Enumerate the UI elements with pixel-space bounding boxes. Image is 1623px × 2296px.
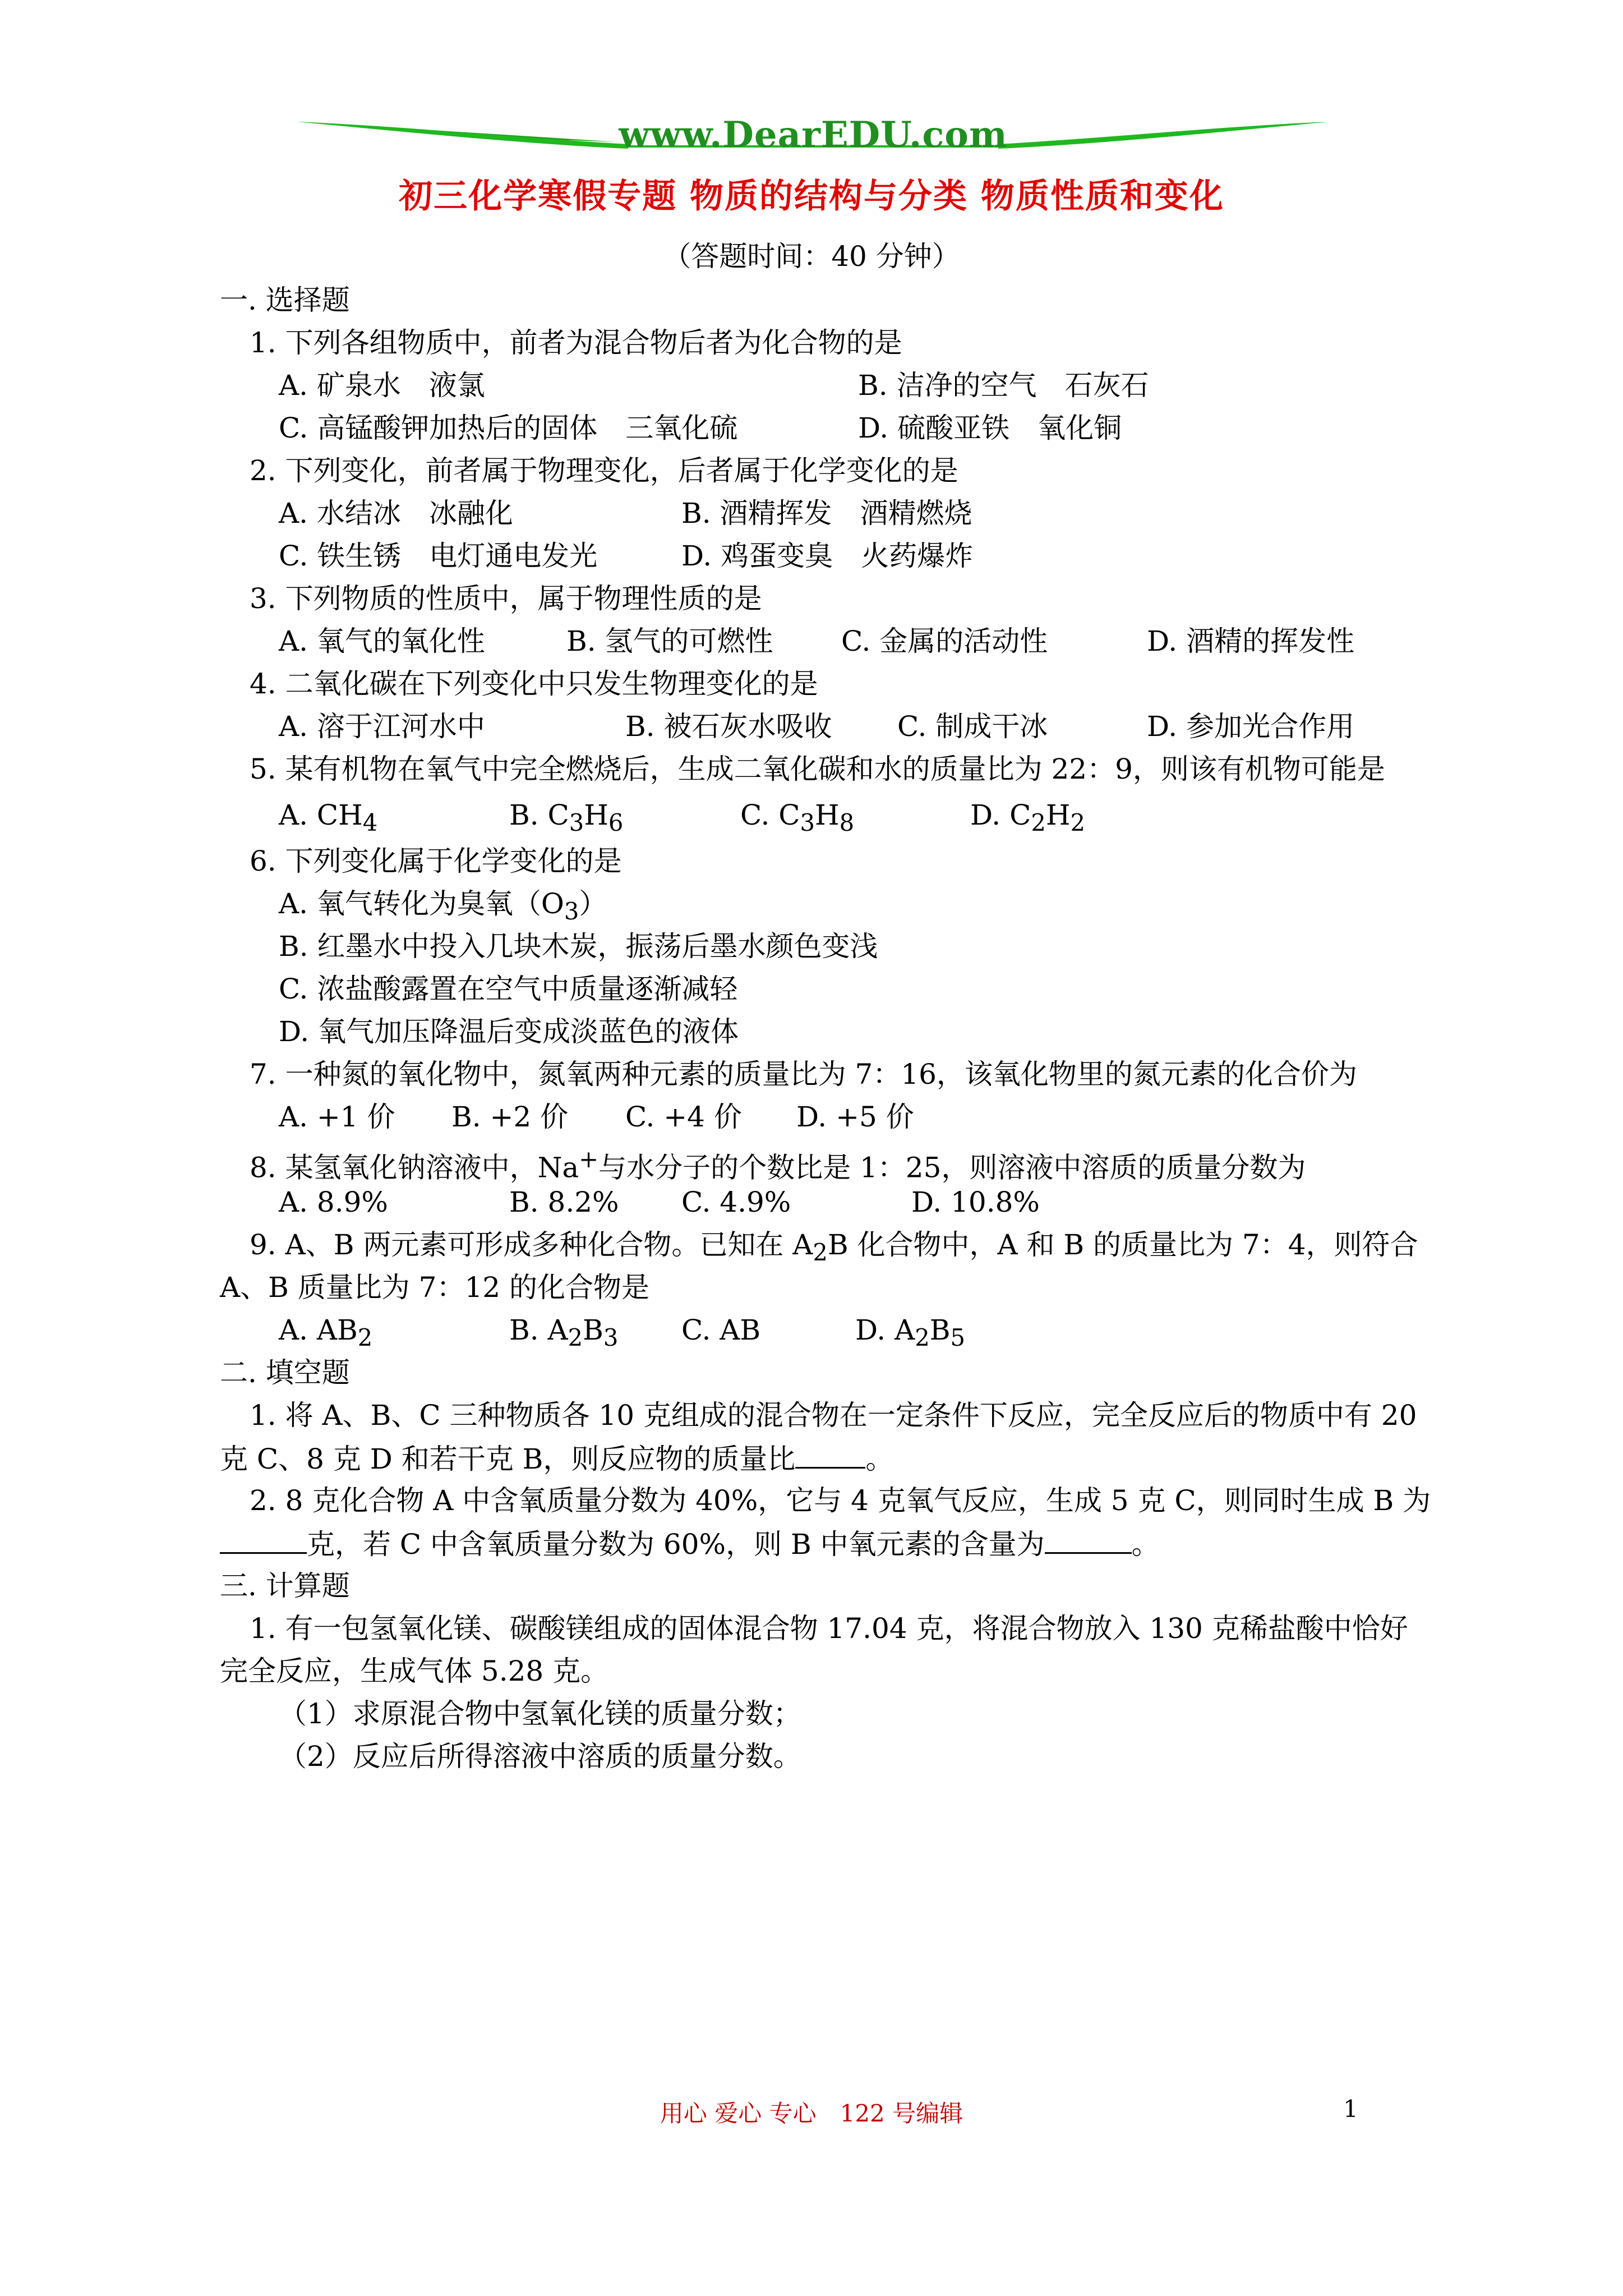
- q1-option-d: D. 硫酸亚铁 氧化铜: [858, 412, 1122, 444]
- q9-b-sub2: 3: [603, 1324, 619, 1351]
- q2-option-b: B. 酒精挥发 酒精燃烧: [681, 497, 972, 530]
- q5-option-c: [740, 797, 854, 841]
- q6-option-b: B. 红墨水中投入几块木炭，振荡后墨水颜色变浅: [279, 930, 878, 963]
- q5-b-sub2: 6: [608, 809, 624, 836]
- q9-d-sub2: 5: [950, 1324, 965, 1351]
- q8-stem-rest: 与水分子的个数比是 1：25，则溶液中溶质的质量分数为: [598, 1151, 1306, 1184]
- q9-stem-text: 9. A、B 两元素可形成多种化合物。已知在 A: [250, 1228, 813, 1261]
- q5-option-a: [279, 797, 377, 841]
- q5-c-sub1: 3: [800, 809, 815, 836]
- q3-option-d: D. 酒精的挥发性: [1147, 625, 1355, 657]
- q2-option-a: A. 水结冰 冰融化: [279, 497, 513, 530]
- q7-option-a: A. +1 价: [279, 1101, 395, 1133]
- q5-option-d: [970, 797, 1085, 841]
- q8-option-c: C. 4.9%: [681, 1186, 791, 1218]
- q4-option-d: D. 参加光合作用: [1147, 710, 1355, 743]
- q4-option-b: B. 被石灰水吸收: [625, 710, 832, 743]
- q5-a-text: A. CH: [279, 799, 363, 831]
- q5-stem: 5. 某有机物在氧气中完全燃烧后，生成二氧化碳和水的质量比为 22：9，则该有机物可能是: [250, 753, 1385, 785]
- fill-q2-line2: [220, 1525, 1160, 1562]
- section-1-heading: 一. 选择题: [220, 284, 350, 316]
- q2-stem: 2. 下列变化，前者属于物理变化，后者属于化学变化的是: [250, 454, 958, 487]
- q1-option-a: A. 矿泉水 液氯: [279, 369, 485, 402]
- calc-q1-sub2: （2）反应后所得溶液中溶质的质量分数。: [279, 1740, 801, 1773]
- q3-stem: 3. 下列物质的性质中，属于物理性质的是: [250, 582, 762, 615]
- q4-option-a: A. 溶于江河水中: [279, 710, 485, 743]
- q7-stem: 7. 一种氮的氧化物中，氮氧两种元素的质量比为 7：16，该氧化物里的氮元素的化合价为: [250, 1058, 1357, 1091]
- fill-q2-blank-1: [220, 1525, 307, 1554]
- q9-stem-rest: B 化合物中，A 和 B 的质量比为 7：4，则符合: [827, 1228, 1418, 1261]
- q1-stem: 1. 下列各组物质中，前者为混合物后者为化合物的是: [250, 326, 902, 359]
- q9-d-sub1: 2: [915, 1324, 930, 1351]
- q9-stem-line2: A、B 质量比为 7：12 的化合物是: [220, 1271, 649, 1304]
- banner-site-name: www.DearEDU.com: [619, 114, 1008, 156]
- q9-a-text: A. AB: [279, 1314, 358, 1346]
- section-3-heading: 三. 计算题: [220, 1570, 350, 1602]
- q5-c-text: C. C: [740, 799, 800, 831]
- q6-option-a: [279, 886, 607, 930]
- fill-q2-end: 。: [1131, 1528, 1160, 1561]
- q5-d-text: D. C: [970, 799, 1031, 831]
- q1-option-c: C. 高锰酸钾加热后的固体 三氧化硫: [279, 412, 738, 444]
- calc-q1-line2: 完全反应，生成气体 5.28 克。: [220, 1655, 609, 1687]
- q5-c-sub2: 8: [839, 809, 855, 836]
- q5-c-mid: H: [815, 799, 840, 831]
- q5-d-sub1: 2: [1031, 809, 1046, 836]
- site-banner: [292, 109, 1335, 171]
- q9-option-a: [279, 1312, 372, 1356]
- q4-option-c: C. 制成干冰: [897, 710, 1048, 743]
- fill-q2-text: 克，若 C 中含氧质量分数为 60%，则 B 中氧元素的含量为: [307, 1528, 1045, 1561]
- q8-option-b: B. 8.2%: [509, 1186, 619, 1218]
- q3-option-c: C. 金属的活动性: [841, 625, 1048, 657]
- q7-option-d: D. +5 价: [796, 1101, 914, 1133]
- q5-d-sub2: 2: [1070, 809, 1085, 836]
- q5-b-text: B. C: [509, 799, 569, 831]
- q6-a-close: ）: [579, 887, 607, 920]
- fill-q2-blank-2: [1045, 1525, 1132, 1554]
- q9-stem-sub: 2: [813, 1239, 828, 1266]
- q8-stem-text: 8. 某氢氧化钠溶液中，Na: [250, 1151, 579, 1184]
- q7-option-c: C. +4 价: [625, 1101, 742, 1133]
- q8-option-d: D. 10.8%: [911, 1186, 1040, 1218]
- q9-b-text: B. A: [509, 1314, 568, 1346]
- time-note: （答题时间：40 分钟）: [663, 240, 960, 273]
- fill-q1-blank: [795, 1440, 865, 1469]
- q9-b-sub1: 2: [568, 1324, 583, 1351]
- q6-stem: 6. 下列变化属于化学变化的是: [250, 845, 622, 877]
- page-title: 初三化学寒假专题 物质的结构与分类 物质性质和变化: [399, 177, 1224, 216]
- q1-option-b: B. 洁净的空气 石灰石: [858, 369, 1149, 402]
- q4-stem: 4. 二氧化碳在下列变化中只发生物理变化的是: [250, 668, 818, 700]
- q6-a-sub: 3: [564, 898, 579, 925]
- q5-option-b: [509, 797, 623, 841]
- section-2-heading: 二. 填空题: [220, 1356, 350, 1389]
- q5-b-mid: H: [584, 799, 608, 831]
- q6-a-text: A. 氧气转化为臭氧（O: [279, 887, 564, 920]
- q9-stem: [250, 1227, 1418, 1271]
- q5-b-sub1: 3: [569, 809, 584, 836]
- calc-q1-sub1: （1）求原混合物中氢氧化镁的质量分数；: [279, 1697, 801, 1730]
- q6-option-d: D. 氧气加压降温后变成淡蓝色的液体: [279, 1015, 739, 1048]
- q6-option-c: C. 浓盐酸露置在空气中质量逐渐减轻: [279, 973, 738, 1005]
- q9-b-mid: B: [583, 1314, 603, 1346]
- q5-d-mid: H: [1045, 799, 1071, 831]
- q9-d-text: D. A: [855, 1314, 915, 1346]
- q9-d-mid: B: [929, 1314, 951, 1346]
- q9-option-d: [855, 1312, 965, 1356]
- fill-q1-line2: [220, 1440, 893, 1477]
- page-number: 1: [1343, 2095, 1358, 2123]
- q9-option-b: [509, 1312, 618, 1356]
- q7-option-b: B. +2 价: [451, 1101, 569, 1133]
- fill-q1-line1: 1. 将 A、B、C 三种物质各 10 克组成的混合物在一定条件下反应，完全反应后的物质中有 20: [250, 1399, 1417, 1432]
- q8-option-a: A. 8.9%: [279, 1186, 388, 1218]
- q9-a-sub: 2: [357, 1324, 373, 1351]
- q3-option-b: B. 氢气的可燃性: [566, 625, 773, 657]
- q2-option-c: C. 铁生锈 电灯通电发光: [279, 540, 598, 572]
- q2-option-d: D. 鸡蛋变臭 火药爆炸: [681, 540, 974, 572]
- fill-q1-end: 。: [865, 1443, 894, 1475]
- q5-a-sub: 4: [362, 809, 378, 836]
- q9-option-c: C. AB: [681, 1314, 761, 1346]
- footer-note: 用心 爱心 专心 122 号编辑: [660, 2100, 963, 2127]
- q3-option-a: A. 氧气的氧化性: [279, 625, 485, 657]
- q8-stem: [250, 1142, 1306, 1186]
- fill-q1-text: 克 C、8 克 D 和若干克 B，则反应物的质量比: [220, 1443, 796, 1475]
- calc-q1-line1: 1. 有一包氢氧化镁、碳酸镁组成的固体混合物 17.04 克，将混合物放入 130 克稀盐酸中恰好: [250, 1612, 1408, 1645]
- q8-stem-sup: +: [579, 1145, 599, 1173]
- fill-q2-line1: 2. 8 克化合物 A 中含氧质量分数为 40%，它与 4 克氧气反应，生成 5 克 C，则同时生成 B 为: [250, 1484, 1431, 1517]
